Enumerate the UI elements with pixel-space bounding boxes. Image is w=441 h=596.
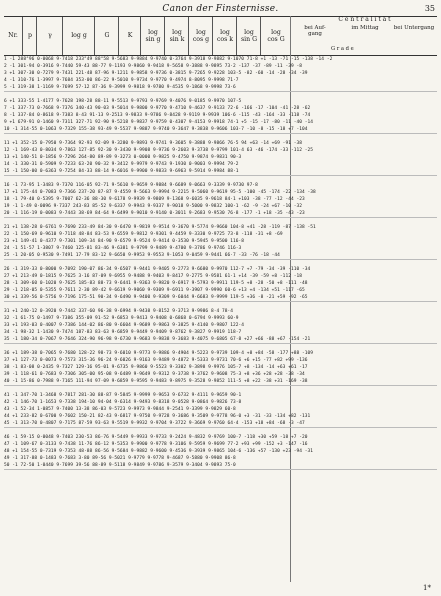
sub-aufgang: bei Auf- gang: [304, 25, 326, 38]
table-row: 12 -1 169·43 0·8034 9·7863 127·85 92·30 9·3430 9·9908 9·9736 9·2603 9·3738 9·9799 101·4 63 -46 -174 -33 -112 -25: [4, 148, 314, 153]
col-header-log-sin-k: log sin k: [164, 17, 189, 55]
table-row: 39 -1 118·61 0·7683 9·7306 305·00 95·08 9·6489 9·9649 9·9312 9·3738 9·3762 9·9608 75·3 +8 +36 +28 +28 -38 -34: [4, 372, 305, 377]
table-row: 33 +1 193·03 0·4007 9·7386 144·02 86·80 9·6604 9·9689 9·9863 9·3825 9·4140 9·9807 122·4: [4, 323, 245, 328]
table-row: 32 -1 61·75 0·1497 9·7386 355·09 91·52 9·6853 9·9413 9·9408 0·6868 0·6794 9·9993 60·9: [4, 316, 239, 321]
table-row: 49 -1 317·88 0·1483 9·7683 3·80 89·56 9·5021 9·9779 9·9778 9·4687 9·5880 9·9908 86·8: [4, 456, 236, 461]
table-row: 16 -1 73·95 1·3483 9·7370 116·05 92·71 9·5610 9·9659 9·9884 9·6689 9·0663 9·3339 9·9730 97·8: [4, 183, 258, 188]
page-title: Canon der Finsternisse.: [162, 4, 279, 14]
table-row: 26 -1 319·33 0·8000 9·7092 190·07 86·34 9·6507 9·9441 9·9405 9·2773 9·6680 9·9970 112·7 +7 -79 -34 -39 -110 -34: [4, 267, 311, 272]
signature-mark: 1*: [423, 584, 431, 592]
table-row: 19 -1 1·49 0·0096 9·7337 243·83 85·52 9·6337 9·9943 9·9337 9·9018 9·5000 9·9832 100·1 -62 -9 -24 +67 -10 -32: [4, 204, 302, 209]
table-row: 37 +1 127·73 0·0073 9·7573 315·36 96·24 9·6026 9·9163 9·9489 9·4872 9·5333 9·9731 70·6 +6 +15 -77 +82 +99 -136: [4, 358, 308, 363]
sub-mittag: im Mittag: [351, 25, 379, 31]
table-row: 5 -1 319·38 1·1169 9·7699 57·12 87·36 9·3999 9·9818 9·9780 9·4535 9·1868 9·9998 73·6: [4, 85, 236, 90]
table-row: 31 +1 240·12 0·3920 9·7442 337·60 96·38 9·6994 9·9438 9·8152 9·3713 9·9986 8·4 78·4: [4, 309, 234, 314]
table-row: 41 -1 347·70 1·3468 9·7817 281·30 88·87 9·5845 9·9999 9·9653 9·6732 9·4111 9·9659 90·1: [4, 393, 242, 398]
table-row: 13 +1 140·51 0·1856 9·7296 264·80 89·89 9·3273 0·0000 9·9825 9·4750 9·9874 9·9831 90·3: [4, 155, 242, 160]
table-row: 40 -1 15·86 0·7988 9·7165 111·94 97·09 9·6859 9·9595 9·9483 9·8975 9·3528 9·9852 111·5 +8 +22 -38 +31 -169 -38: [4, 379, 308, 384]
table-body: [4, 56, 437, 582]
table-row: 18 -1 79·40 0·5395 9·7007 62·36 88·30 9·6178 9·9939 9·9809 9·1368 9·6035 9·9618 84·1 +103 -38 -77 -12 -44 -23: [4, 197, 305, 202]
row-group: [4, 392, 437, 428]
row-group: [4, 182, 437, 218]
table-row: 14 -1 330·31 0·5909 9·7233 63·20 90·32 9·3412 9·9979 9·9743 9·1930 0·9003 9·9994 79·2: [4, 162, 239, 167]
row-group: [4, 434, 437, 470]
table-row: 15 -1 150·00 0·6363 9·7254 84·33 88·14 9·6016 9·9900 9·9833 9·6963 9·5914 9·9984 88·1: [4, 169, 239, 174]
col-header-log-cos-k: log cos k: [212, 17, 237, 55]
table-row: 3 +1 307·30 0·7279 9·7431 221·48 87·96 9·1211 9·9858 9·9736 0·3815 9·7265 9·9228 103·5 -82 -60 -14 -28 -34 -39: [4, 71, 308, 76]
table-row: 29 -1 218·05 0·5355 9·7611 2·30 89·42 9·6619 9·9060 9·9309 9·6911 9·3907 9·9990 60·6 +13 +4 -134 +51 -117 -65: [4, 288, 305, 293]
table-row: 1 -1 288°96 0·0068 9·7418 233°49 88°58 9·5683 9·9884 9·9740 0·3764 9·3918 9·9882 9·1070 71·8 +1 -13 -71 -15 -138 -14 -2: [4, 57, 333, 62]
table-row: 10 -1 314·55 0·1063 9·7329 155·38 93·49 9·5537 9·9887 9·9740 9·3647 9·3838 9·9606 103·7 -10 -8 -15 -18 +7 -104: [4, 127, 308, 132]
table-row: 21 +1 138·28 0·6761 9·7690 233·49 84·30 9·6470 9·9819 9·9514 9·3670 9·5774 9·9660 104·8 +41 -28 -119 -87 -138 -51: [4, 225, 316, 230]
table-row: 17 +1 175·44 0·7083 9·7366 237·20 87·87 9·4559 9·5663 9·9994 9·2215 9·5060 9·9619 95·5 -100 -45 -174 -22 -134 -38: [4, 190, 316, 195]
table-row: 47 -1 109·67 0·3133 9·7438 11·76 86·12 9·5353 9·9900 9·9778 9·3106 9·5959 9·9699 77·2 +93 +99 -152 +3 -147 -16: [4, 442, 308, 447]
row-group: [4, 308, 437, 344]
table-row: 50 -1 72·50 1·0440 9·7699 39·56 88·89 9·5118 9·9849 9·9786 9·3579 9·3404 9·9893 75·0: [4, 463, 236, 468]
table-row: 44 +1 233·82 0·6700 9·7602 150·21 82·43 9·6817 9·9750 9·9728 9·3686 9·3509 9·9778 96·0 +3 -31 -33 -134 +82 -131: [4, 414, 311, 419]
table-row: 46 -1 59·15 0·0048 9·7403 230·53 86·76 9·5449 9·9933 9·9733 9·2424 9·4832 9·9769 100·7 -118 +30 +59 -18 +7 -20: [4, 435, 308, 440]
table-row: 28 -1 309·60 0·1020 9·7625 185·83 88·73 9·6441 9·9363 9·9820 9·6917 9·5793 9·9911 119·5 +8 -28 -50 +8 -111 -48: [4, 281, 308, 286]
table-row: 43 -1 52·34 1·0857 9·7400 13·38 86·03 9·5723 9·9973 9·9844 9·2541 9·3399 9·9829 60·8: [4, 407, 236, 412]
table-row: 36 +1 189·38 0·7065 9·7680 128·22 98·73 9·6010 9·9773 9·9886 9·4904 9·5223 9·9739 109·4 +8 +84 -58 -177 +88 -109: [4, 351, 314, 356]
table-row: 30 +1 339·56 0·5756 9·7196 175·51 90·34 9·6490 9·9400 9·9309 9·6044 9·6683 9·9999 119·5 +36 -8 -21 +59 -92 -65: [4, 295, 308, 300]
row-group: [4, 350, 437, 386]
col-header-log-cos-G: log cos G: [260, 17, 291, 55]
table-row: 7 -1 337·73 0·7668 9·7376 340·43 90·03 9·5014 9·9800 9·9770 9·4710 9·4637 9·9133 72·6 -166 -17 -104 -41 -28 -62: [4, 106, 311, 111]
table-header: [4, 16, 437, 56]
col-header-p: p: [22, 17, 37, 55]
table-row: 45 -1 313·70 0·4807 9·7175 87·59 93·63 9·5519 9·9932 9·9704 9·3722 9·3669 9·9760 64·4 -153 +18 +84 -68 -3 -47: [4, 421, 305, 426]
table-row: 35 -1 180·34 0·7067 9·7646 324·90 96·98 9·6730 9·9683 9·9838 9·3683 9·4075 9·6805 67·8 +27 +66 -88 +67 -154 -21: [4, 337, 311, 342]
table-row: 27 +1 213·49 0·1815 9·7625 3·16 87·09 9·6955 9·9488 9·9403 9·8417 9·2775 9·9581 61·1 +14 -39 -59 +8 -112 -18: [4, 274, 302, 279]
table-row: 48 +1 154·55 0·7319 9·7353 48·88 86·56 9·5684 9·9882 9·9600 9·4536 9·3939 9·9865 104·6 -136 +57 -130 +23 -94 -31: [4, 449, 314, 454]
table-row: 23 +1 149·41 0·4377 9·7301 109·34 84·90 9·6579 9·9524 9·9414 0·3530 9·5945 9·9500 116·8: [4, 239, 245, 244]
col-header-log-sin-G: log sin G: [236, 17, 261, 55]
row-group: [4, 266, 437, 302]
table-row: 42 -1 146·70 1·1653 9·7338 194·10 94·04 9·6314 9·9493 9·8318 9·0528 9·0864 9·9826 73·8: [4, 400, 242, 405]
col-header-K: K: [118, 17, 141, 55]
col-header-log-sin-g: log sin g: [140, 17, 165, 55]
table-row: 2 -1 301·94 0·3916 9·7440 59·43 88·77 9·1193 9·9860 9·9418 9·5658 9·3888 9·9895 73·2 -137 -37 -89 -11 -39 -8: [4, 64, 302, 69]
table-row: 11 +1 352·15 0·7950 9·7364 92·93 92·09 9·3280 9·9893 9·9741 9·3605 9·3888 9·9866 76·5 94 +63 -14 +69 -91 -38: [4, 141, 302, 146]
unit-grade: G r a d e: [331, 46, 354, 52]
table-row: 9 +1 679·91 0·1460 9·7311 327·71 92·90 9·5218 9·9837 9·9759 0·4307 9·4153 9·9918 74·1 +5 -15 -17 -80 -11 -40 -14: [4, 120, 314, 125]
centralitaet-label: C e n t r a l i t ä t: [338, 16, 391, 23]
centralitaet-header: [290, 17, 438, 55]
col-header-log-g: log g: [62, 17, 95, 55]
row-group: [4, 140, 437, 176]
table-row: 38 -1 83·08 0·2435 9·7327 129·16 95·01 9·6735 9·9860 9·5523 9·3302 9·3898 9·9976 105·7 +8 -134 -14 +63 +61 -17: [4, 365, 308, 370]
col-header-nr: Nr.: [8, 32, 18, 40]
table-row: 6 +1 333·55 1·4177 9·7628 198·28 88·11 9·5513 9·9793 9·9769 9·4076 9·0185 9·9970 107·5: [4, 99, 242, 104]
page-number: 35: [424, 4, 435, 13]
table-row: 25 -1 20·05 0·9530 9·7491 17·79 83·12 9·6650 9·9953 9·9553 9·1053 9·0459 9·9441 66·7 -33 -76 -18 -44: [4, 253, 280, 258]
table-row: 24 -1 51·57 1·3807 9·7460 125·81 83·46 9·6381 9·9799 9·9489 9·4700 9·3786 9·9746 116·3: [4, 246, 242, 251]
col-header-gamma: γ: [36, 17, 63, 55]
table-row: 34 -1 98·32 1·1430 9·7474 187·83 83·63 9·6859 9·9449 9·9409 9·8762 9·3827 9·9919 118·7: [4, 330, 242, 335]
row-group: [4, 56, 437, 92]
table-row: 20 -1 116·19 0·0083 9·7443 38·69 84·64 9·6499 9·9010 9·9140 0·3011 9·2683 9·9530 76·8 -177 -1 +18 -35 -43 -23: [4, 211, 305, 216]
table-row: 4 -1 310·76 1·3997 9·7684 353·00 86·22 9·5010 9·9734 9·9770 9·4974 8·8095 9·9998 71·7: [4, 78, 239, 83]
row-group: [4, 98, 437, 134]
col-header-G: G: [94, 17, 119, 55]
sub-untergang: bei Untergang: [393, 25, 435, 31]
table-row: 22 -1 150·69 0·9610 9·7118 48·84 83·53 9·6559 9·9812 9·9301 9·4459 9·3330 9·9725 73·8 -118 -31 +8 -69: [4, 232, 283, 237]
col-header-log-cos-g: log cos g: [188, 17, 213, 55]
table-row: 8 -1 337·84 0·8618 9·7383 8·43 91·13 9·2513 9·9833 9·9786 9·8428 9·9119 9·9939 106·6 -115 -43 -164 -33 -118 -74: [4, 113, 311, 118]
row-group: [4, 224, 437, 260]
